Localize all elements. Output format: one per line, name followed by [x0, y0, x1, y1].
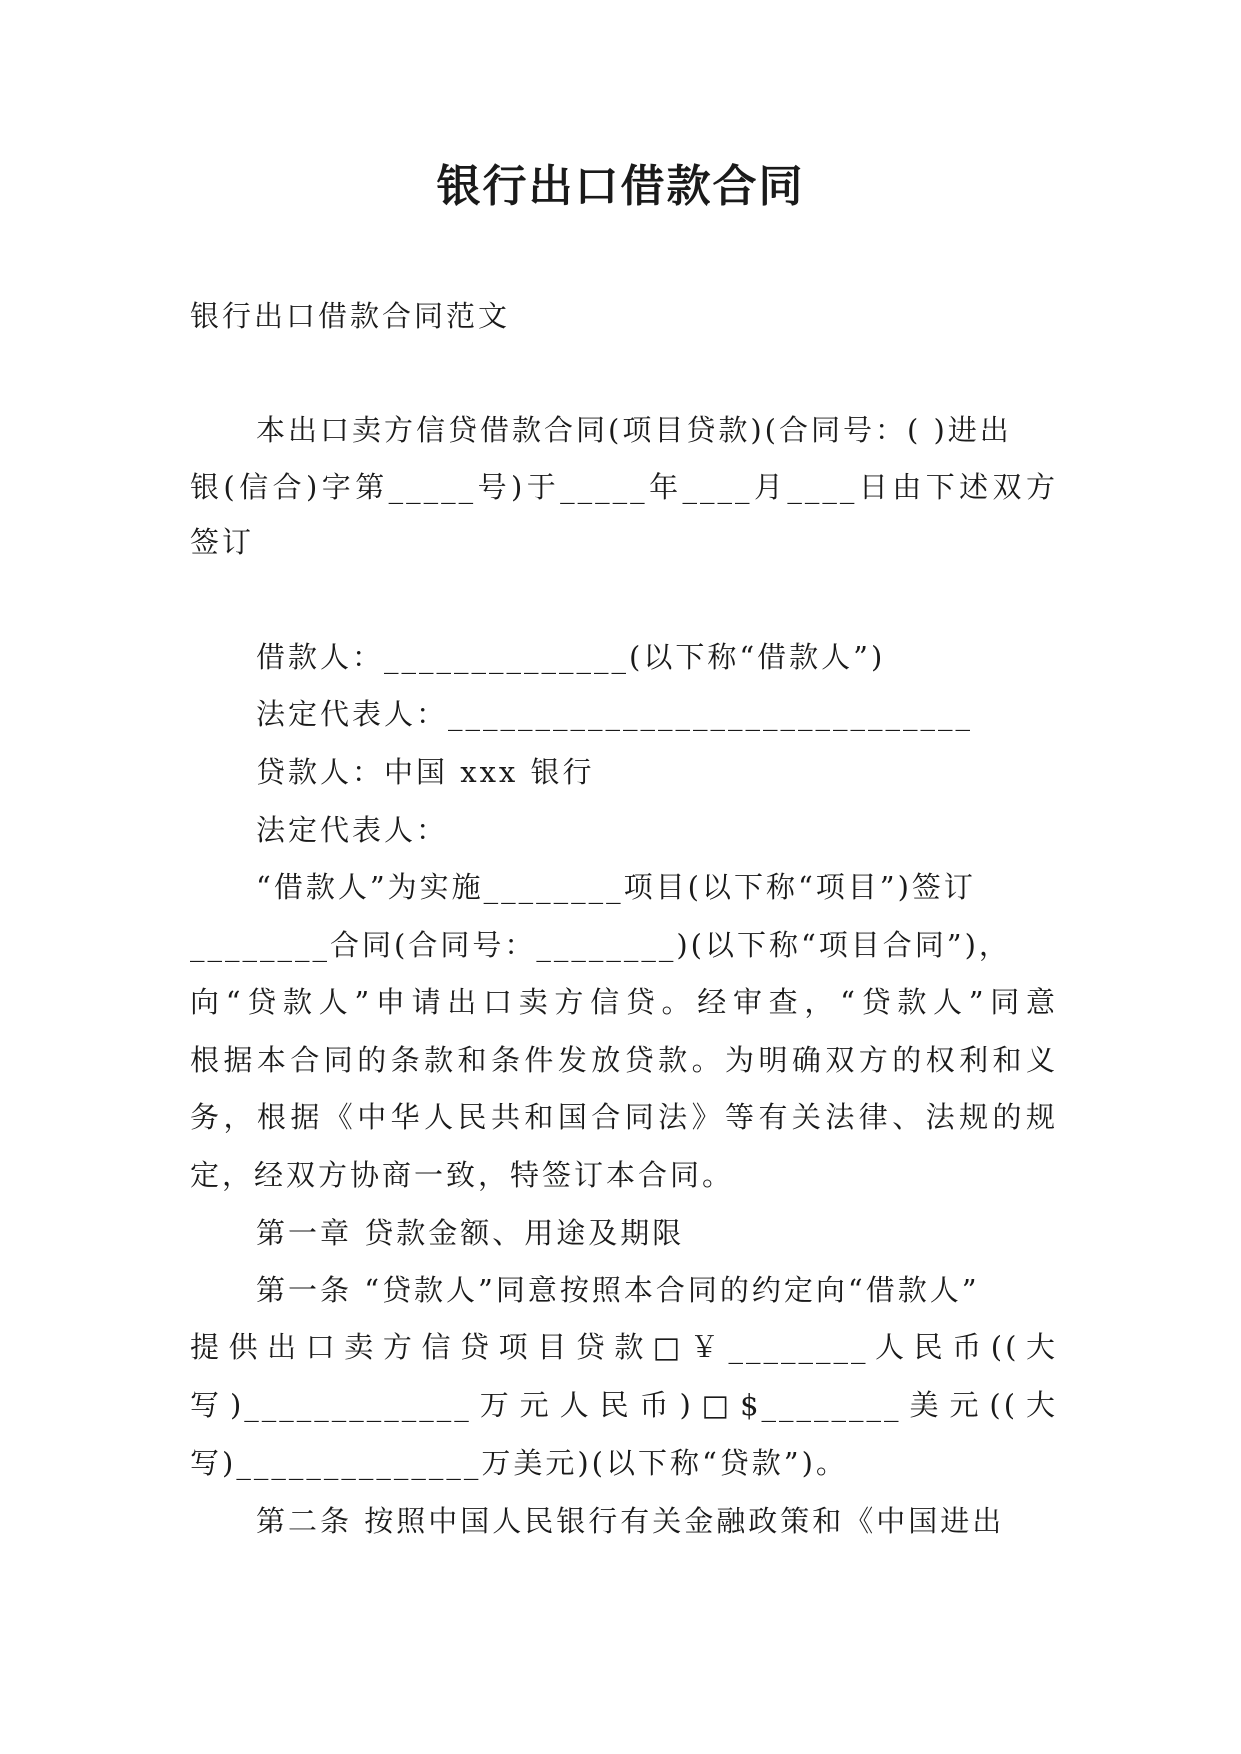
lender-representative-line: 法定代表人： — [256, 813, 449, 847]
article-line: 写)______________万美元)(以下称“贷款”)。 — [190, 1446, 848, 1480]
paragraph-line: 务，根据《中华人民共和国合同法》等有关法律、法规的规 — [190, 1100, 1058, 1134]
article-line: 提供出口卖方信贷项目贷款□￥________人民币((大 — [190, 1330, 1058, 1364]
article-line: 第二条 按照中国人民银行有关金融政策和《中国进出 — [256, 1504, 1005, 1538]
lender-line: 贷款人：中国 xxx 银行 — [256, 755, 595, 789]
document-subtitle: 银行出口借款合同范文 — [190, 299, 511, 333]
article-line: 第一条 “贷款人”同意按照本合同的约定向“借款人” — [256, 1273, 980, 1307]
paragraph-line: 根据本合同的条款和条件发放贷款。为明确双方的权利和义 — [190, 1043, 1058, 1077]
borrower-representative-line: 法定代表人：______________________________ — [256, 697, 974, 731]
paragraph-line: 定，经双方协商一致，特签订本合同。 — [190, 1158, 735, 1192]
paragraph-line: “借款人”为实施________项目(以下称“项目”)签订 — [256, 870, 976, 904]
paragraph-line: ________合同(合同号：________)(以下称“项目合同”)， — [190, 928, 1011, 962]
paragraph-line: 签订 — [190, 525, 255, 559]
paragraph-line: 向“贷款人”申请出口卖方信贷。经审查，“贷款人”同意 — [190, 985, 1058, 1019]
paragraph-line: 本出口卖方信贷借款合同(项目贷款)(合同号：( )进出 — [256, 413, 1012, 447]
borrower-line: 借款人：______________(以下称“借款人”) — [256, 640, 886, 674]
document-title: 银行出口借款合同 — [436, 161, 805, 212]
paragraph-line: 银(信合)字第_____号)于_____年____月____日由下述双方 — [190, 470, 1058, 504]
article-line: 写)_____________万元人民币)□$________美元((大 — [190, 1388, 1058, 1422]
chapter-heading: 第一章 贷款金额、用途及期限 — [256, 1216, 685, 1250]
